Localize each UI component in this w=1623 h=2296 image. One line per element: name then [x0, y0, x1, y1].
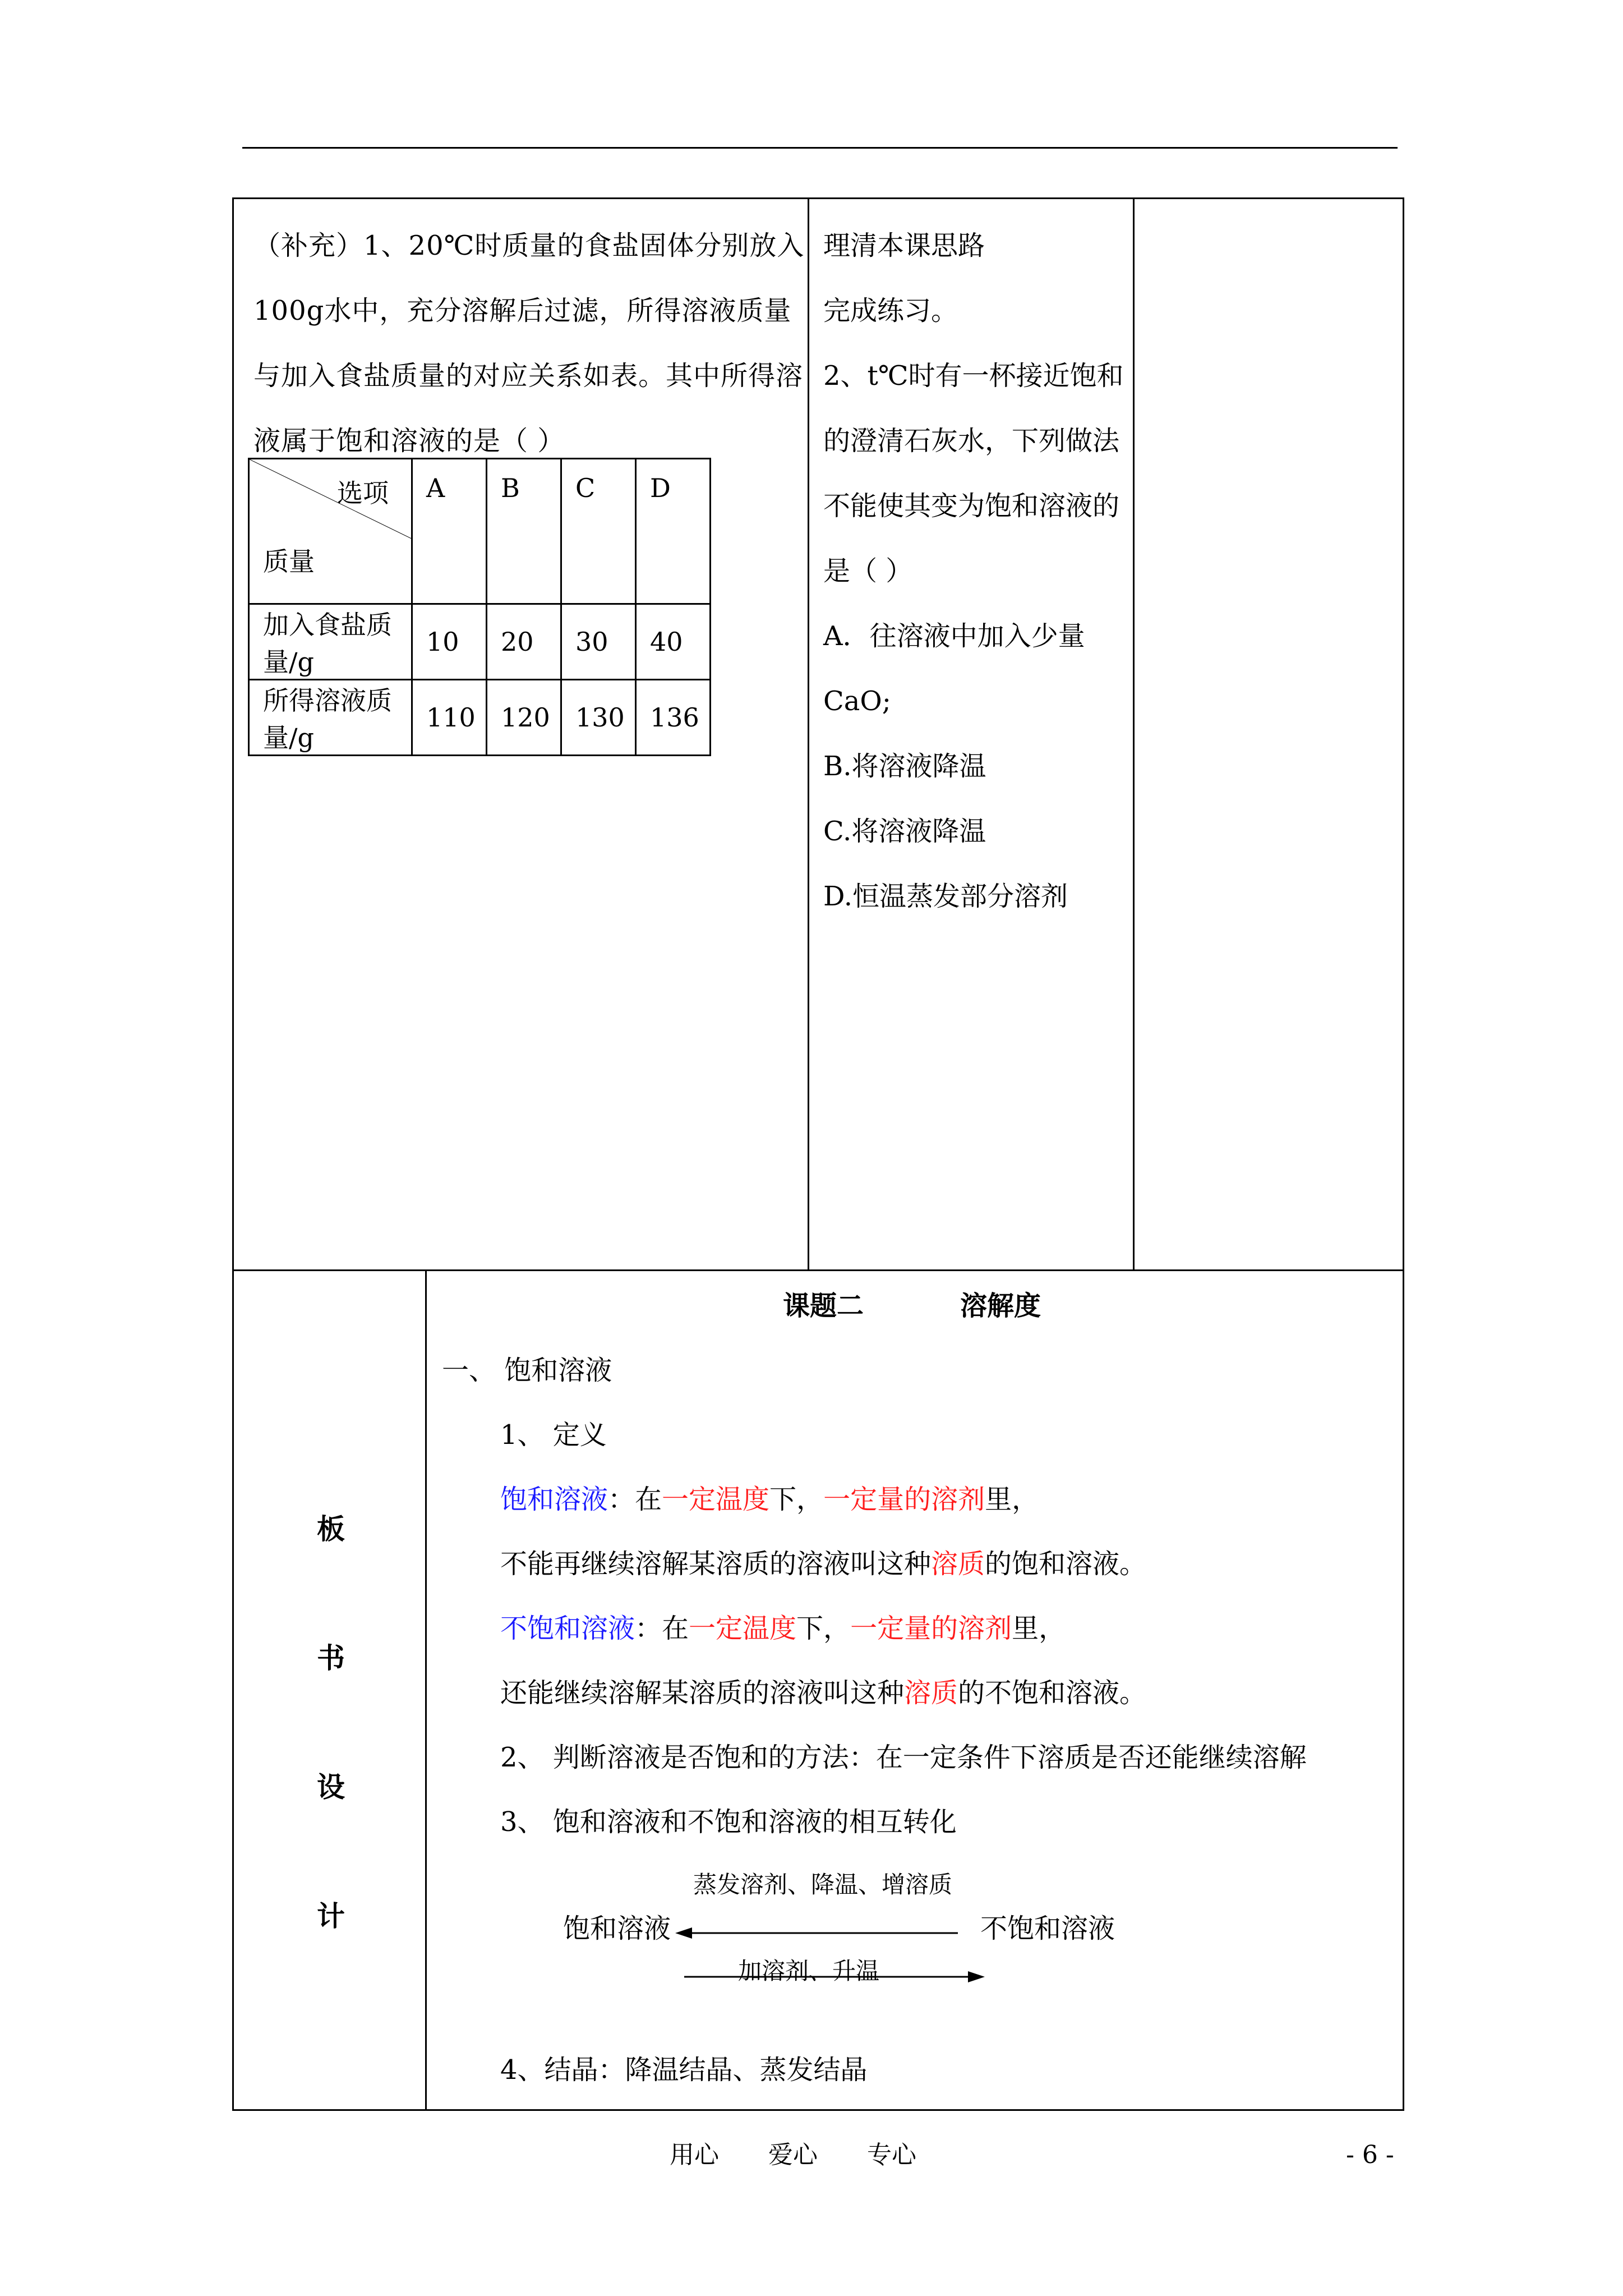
item-2-method: 2、 判断溶液是否饱和的方法：在一定条件下溶质是否还能继续溶解 — [500, 1742, 1307, 1773]
board-title-a: 课题二 — [783, 1290, 864, 1322]
table-divider-board — [425, 1269, 427, 2111]
side-label-ji: 计 — [317, 1899, 345, 1932]
table-bottom-border — [232, 2109, 1404, 2111]
left-arrow-head — [675, 1927, 692, 1939]
option-c: C.将溶液降温 — [823, 816, 986, 847]
row-label: 所得溶液质量/g — [249, 680, 412, 756]
unsaturated-definition-line-1 — [500, 1612, 1066, 1645]
arrow-bottom-label: 加溶剂、升温 — [738, 1957, 880, 1985]
header-option-label: 选项 — [337, 478, 389, 508]
saturated-definition-line-1 — [500, 1483, 1039, 1516]
highlight-solute: 溶质 — [931, 1548, 985, 1580]
text-span: 下， — [796, 1613, 851, 1644]
option-b-header: B — [487, 459, 561, 604]
table-middle-border — [232, 1269, 1404, 1271]
page-number: - 6 - — [1346, 2141, 1394, 2169]
option-a-header: A — [412, 459, 487, 604]
unsaturated-term: 不饱和溶液 — [500, 1613, 635, 1644]
highlight-solute: 溶质 — [904, 1677, 958, 1709]
text-span: 里， — [1012, 1613, 1066, 1644]
text-span: 还能继续溶解某溶质的溶液叫这种 — [500, 1677, 905, 1709]
text-span: ：在 — [635, 1613, 689, 1644]
table-cell: 120 — [487, 680, 561, 756]
item-1-definition: 1、 定义 — [500, 1419, 607, 1451]
table-cell: 10 — [412, 604, 487, 680]
table-left-border — [232, 197, 234, 2111]
right-line-2: 完成练习。 — [823, 295, 958, 326]
arrow-top-label: 蒸发溶剂、降温、增溶质 — [693, 1871, 953, 1898]
text-span: 里， — [985, 1484, 1039, 1515]
side-label-ban: 板 — [317, 1512, 345, 1545]
highlight-temperature: 一定温度 — [689, 1613, 797, 1644]
side-label-shu: 书 — [317, 1641, 345, 1674]
text-span: 下， — [769, 1484, 824, 1515]
footer-motto: 用心 爱心 专心 — [670, 2141, 916, 2169]
saturated-definition-line-2 — [500, 1547, 1146, 1581]
unsaturated-definition-line-2 — [500, 1676, 1146, 1710]
side-label-she: 设 — [317, 1770, 345, 1803]
table-cell: 130 — [561, 680, 636, 756]
text-span: 不能再继续溶解某溶质的溶液叫这种 — [500, 1548, 932, 1580]
right-arrow-head — [968, 1971, 985, 1982]
option-b: B.将溶液降温 — [823, 751, 986, 782]
table-cell: 20 — [487, 604, 561, 680]
row-label: 加入食盐质量/g — [249, 604, 412, 680]
table-header-row — [249, 459, 711, 604]
question-1-text: （补充）1、20℃时质量的食盐固体分别放入100g水中，充分溶解后过滤，所得溶液质量与加入食盐质量的对应关系如表。其中所得溶液属于饱和溶液的是（ ） — [253, 230, 805, 457]
header-mass-label: 质量 — [263, 546, 315, 577]
diagonal-header-cell — [249, 459, 412, 604]
header-rule — [242, 147, 1398, 149]
board-title-b: 溶解度 — [960, 1290, 1041, 1322]
table-divider-2 — [1133, 197, 1135, 1271]
item-4-crystallization: 4、结晶：降温结晶、蒸发结晶 — [500, 2054, 868, 2086]
saturated-term: 饱和溶液 — [500, 1484, 608, 1515]
salt-mass-table — [248, 458, 711, 756]
option-d-header: D — [636, 459, 711, 604]
text-span: 的饱和溶液。 — [985, 1548, 1147, 1580]
highlight-temperature: 一定温度 — [662, 1484, 770, 1515]
text-span: ：在 — [608, 1484, 662, 1515]
table-right-border — [1403, 197, 1404, 2111]
highlight-solvent: 一定量的溶剂 — [850, 1613, 1012, 1644]
table-cell: 136 — [636, 680, 711, 756]
table-cell: 40 — [636, 604, 711, 680]
section-1-heading: 一、 饱和溶液 — [442, 1355, 612, 1386]
table-cell: 30 — [561, 604, 636, 680]
saturated-state-label: 饱和溶液 — [563, 1913, 671, 1944]
table-row — [249, 680, 711, 756]
option-a: A．往溶液中加入少量CaO; — [823, 620, 1085, 717]
table-row — [249, 604, 711, 680]
right-line-1: 理清本课思路 — [823, 230, 985, 261]
item-3-conversion: 3、 饱和溶液和不饱和溶液的相互转化 — [500, 1806, 957, 1838]
option-d: D.恒温蒸发部分溶剂 — [823, 881, 1068, 912]
table-top-border — [232, 197, 1404, 199]
table-cell: 110 — [412, 680, 487, 756]
right-column — [823, 213, 1126, 929]
text-span: 的不饱和溶液。 — [958, 1677, 1147, 1709]
unsaturated-state-label: 不饱和溶液 — [980, 1913, 1115, 1944]
question-2-text: 2、t℃时有一杯接近饱和的澄清石灰水，下列做法不能使其变为饱和溶液的是（ ） — [823, 360, 1124, 587]
option-c-header: C — [561, 459, 636, 604]
highlight-solvent: 一定量的溶剂 — [823, 1484, 985, 1515]
